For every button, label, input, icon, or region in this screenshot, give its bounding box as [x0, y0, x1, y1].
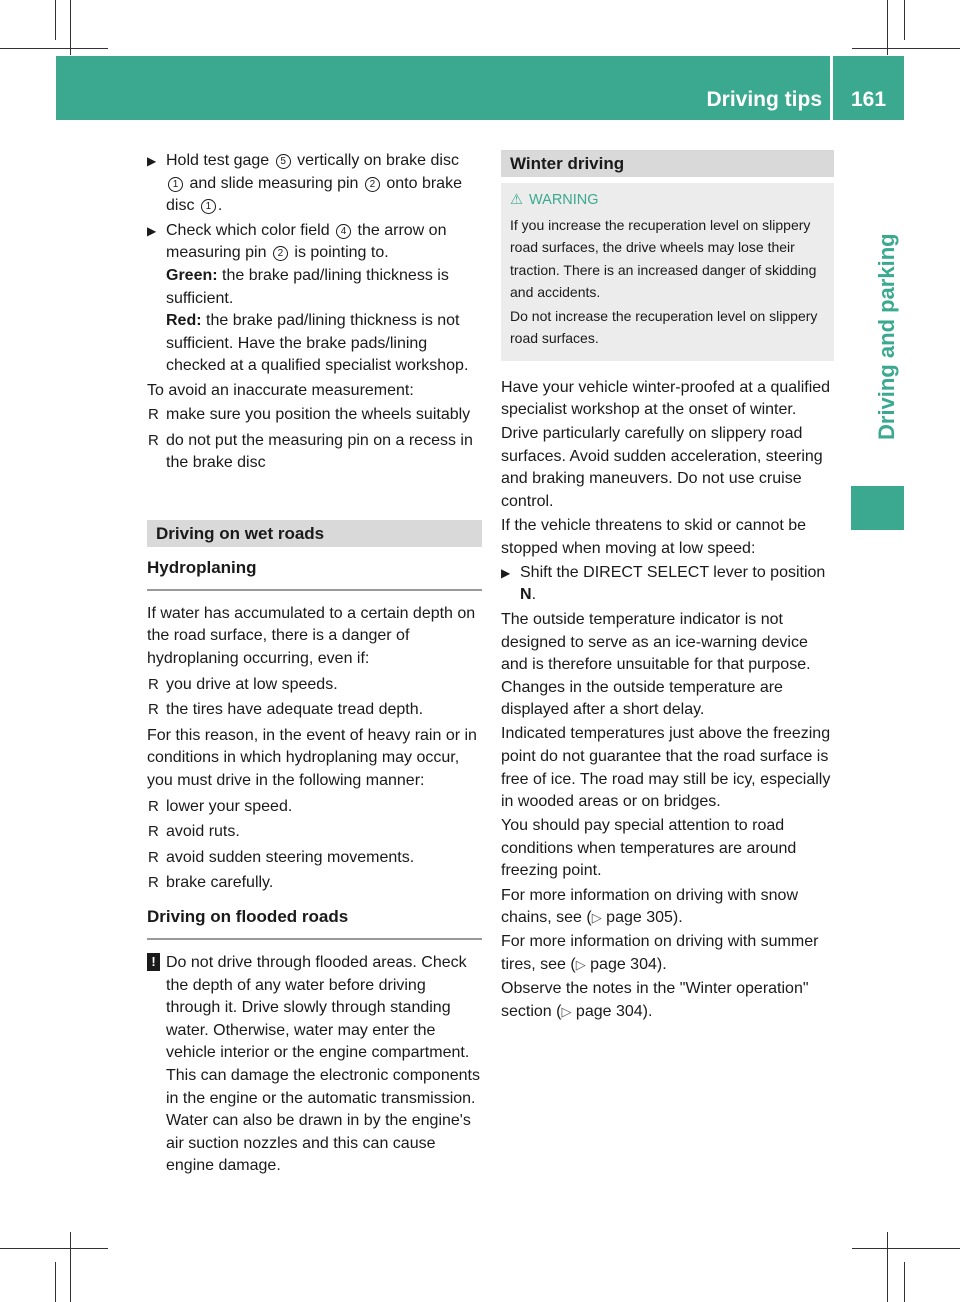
subsection-heading: Driving on flooded roads — [147, 906, 482, 940]
bullet-icon: R — [148, 431, 159, 449]
paragraph: Drive particularly carefully on slippery road surfaces. Avoid sudden acceleration, steering and braking maneuvers. Do not use cruise control. — [501, 425, 823, 510]
step-arrow-icon: ▶ — [147, 223, 157, 238]
red-text: the brake pad/lining thickness is not sufficient. Have the brake pads/lining checked at a qualified specialist workshop. — [166, 312, 469, 375]
note-text: Do not drive through flooded areas. Check the depth of any water before driving through it. Drive slowly through standing water. Otherwise, water may enter the vehicle interior or the engine compartment. This can damage the electronic components in the engine or the automatic transmission. Water can also be drawn in by the engine's air suction nozzles and this can cause engine damage. — [166, 953, 480, 1175]
list-item-text: do not put the measuring pin on a recess in the brake disc — [166, 431, 473, 472]
callout-number: 1 — [168, 177, 183, 192]
warning-title — [510, 189, 826, 212]
page-reference-icon: ▷ — [561, 1003, 572, 1019]
step-text: . — [217, 197, 223, 215]
paragraph: You should pay special attention to road conditions when temperatures are around freezing point. — [501, 817, 797, 880]
bullet-icon: R — [148, 675, 159, 693]
chapter-tab-marker — [851, 486, 904, 530]
callout-number: 5 — [276, 154, 291, 169]
bullet-icon: R — [148, 823, 159, 841]
bullet-icon: R — [148, 874, 159, 892]
crop-mark — [0, 48, 108, 49]
crop-mark — [852, 1248, 960, 1249]
paragraph: Indicated temperatures just above the freezing point do not guarantee that the road surface is free of ice. The road may still be icy, especially in wooded areas or on bridges. — [501, 725, 831, 811]
right-column — [501, 150, 834, 1025]
list-item-text: the tires have adequate tread depth. — [166, 701, 424, 719]
subsection-heading: Hydroplaning — [147, 557, 482, 591]
section-title: Driving tips — [706, 88, 822, 111]
list-item-text: brake carefully. — [166, 874, 274, 892]
bullet-icon: R — [148, 848, 159, 866]
crop-mark — [70, 1232, 71, 1302]
page-reference[interactable]: page 305 — [606, 909, 673, 927]
warning-box — [501, 183, 834, 361]
list-item — [147, 430, 482, 475]
step-text: Check which color field — [166, 221, 330, 239]
list-item — [147, 796, 482, 819]
page-reference-icon: ▷ — [591, 910, 602, 926]
crop-mark — [70, 0, 71, 55]
list-item — [147, 847, 482, 870]
step-text: is pointing to. — [294, 244, 389, 262]
list-item — [147, 699, 482, 722]
section-heading: Driving on wet roads — [147, 520, 482, 547]
step-text: Hold test gage — [166, 152, 270, 169]
paragraph: Have your vehicle winter-proofed at a qualified specialist workshop at the onset of winter. — [501, 378, 831, 419]
section-heading: Winter driving — [501, 150, 834, 177]
instruction-step — [501, 562, 834, 607]
step-text: the arrow on measuring pin — [166, 221, 447, 262]
step-text: . — [531, 586, 537, 604]
list-item — [147, 404, 482, 427]
bullet-icon: R — [148, 797, 159, 815]
red-label: Red: — [166, 312, 202, 330]
paragraph: The outside temperature indicator is not designed to serve as an ice-warning device and is therefore unsuitable for that purpose. Changes in the outside temperature are displayed after a short delay. — [501, 610, 811, 719]
page-reference[interactable]: page 304 — [590, 955, 657, 973]
left-column — [147, 150, 482, 1179]
callout-number: 2 — [273, 246, 288, 261]
exclamation-icon: ! — [147, 953, 160, 971]
paragraph: To avoid an inaccurate measurement: — [147, 381, 414, 399]
step-text: and slide measuring pin — [189, 174, 359, 192]
gear-position: N — [520, 586, 532, 604]
page-reference-icon: ▷ — [575, 956, 586, 972]
paragraph: If the vehicle threatens to skid or cannot be stopped when moving at low speed: — [501, 517, 807, 557]
step-arrow-icon: ▶ — [501, 565, 511, 580]
warning-label: WARNING — [529, 192, 599, 208]
list-item — [147, 674, 482, 697]
callout-number: 1 — [201, 199, 216, 214]
page-number: 161 — [850, 88, 887, 111]
paragraph: For this reason, in the event of heavy rain or in conditions in which hydroplaning may occur, you must drive in the following manner: — [147, 726, 477, 789]
list-item — [147, 872, 482, 895]
bullet-icon: R — [148, 701, 159, 719]
list-item-text: lower your speed. — [166, 797, 293, 815]
caution-note — [147, 952, 482, 1178]
paragraph: For more information on driving with summer tires, see (▷ page 304). — [501, 933, 819, 973]
list-item-text: make sure you position the wheels suitably — [166, 406, 471, 424]
step-text: Shift the DIRECT SELECT lever to position — [520, 563, 826, 581]
green-label: Green: — [166, 266, 218, 284]
list-item-text: you drive at low speeds. — [166, 675, 338, 693]
crop-mark — [0, 1248, 108, 1249]
crop-mark — [904, 1262, 905, 1302]
paragraph: For more information on driving with snow chains, see (▷ page 305). — [501, 886, 799, 927]
crop-mark — [852, 48, 960, 49]
paragraph: If water has accumulated to a certain depth on the road surface, there is a danger of hydroplaning occurring, even if: — [147, 604, 476, 667]
green-text: the brake pad/lining thickness is sufficient. — [166, 266, 449, 307]
crop-mark — [55, 0, 56, 40]
list-item-text: avoid ruts. — [166, 823, 240, 841]
crop-mark — [55, 1262, 56, 1302]
crop-mark — [887, 1232, 888, 1302]
step-arrow-icon: ▶ — [147, 154, 157, 168]
warning-text: Do not increase the recuperation level on slippery road surfaces. — [510, 307, 818, 346]
bullet-icon: R — [148, 406, 159, 424]
crop-mark — [904, 0, 905, 40]
callout-number: 2 — [365, 177, 380, 192]
callout-number: 4 — [336, 224, 351, 239]
instruction-step — [147, 150, 482, 218]
chapter-tab-label: Driving and parking — [874, 233, 899, 440]
warning-text: If you increase the recuperation level on slippery road surfaces, the drive wheels may lose their traction. There is an increased danger of skidding and accidents. — [510, 216, 817, 300]
list-item — [147, 821, 482, 844]
paragraph: Observe the notes in the "Winter operation" section (▷ page 304). — [501, 979, 809, 1020]
step-text: onto brake disc — [166, 174, 462, 215]
step-text: vertically on brake disc — [297, 152, 459, 169]
page-reference[interactable]: page 304 — [575, 1002, 643, 1020]
list-item-text: avoid sudden steering movements. — [166, 848, 415, 866]
warning-triangle-icon: ⚠ — [510, 192, 523, 208]
instruction-step — [147, 220, 482, 378]
crop-mark — [887, 0, 888, 55]
